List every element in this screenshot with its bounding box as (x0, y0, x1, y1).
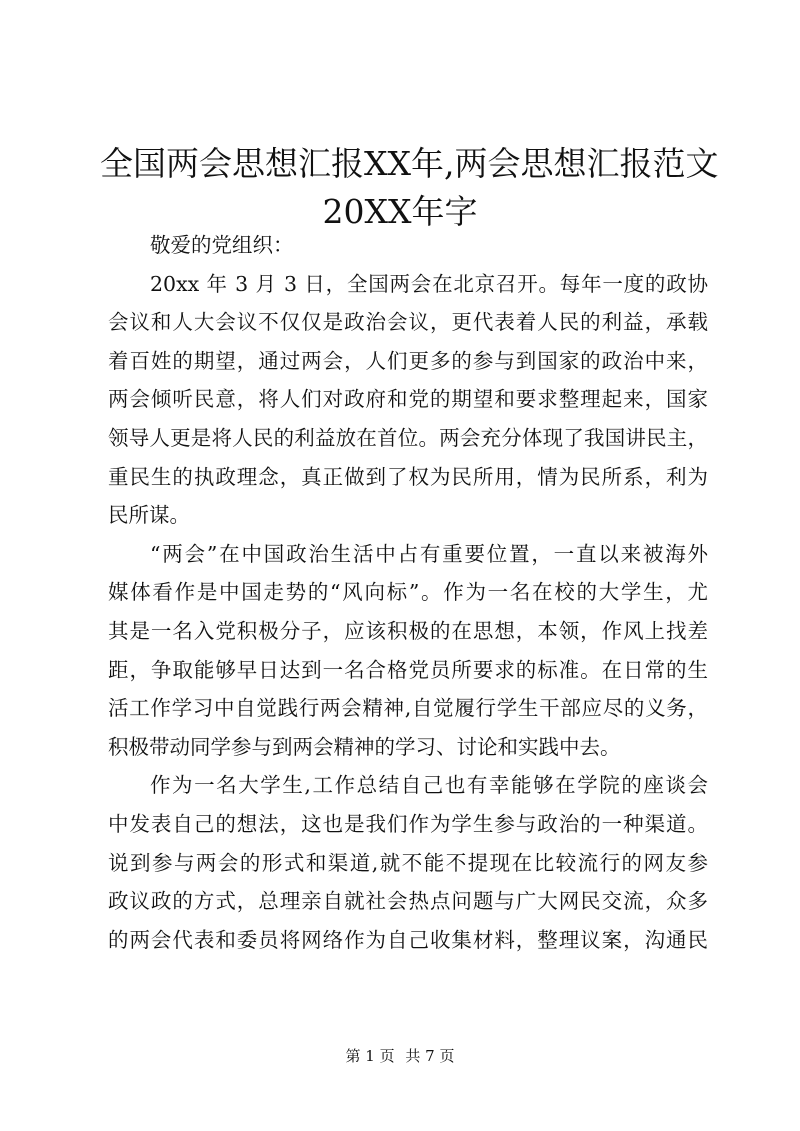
text-line: 积极带动同学参与到两会精神的学习、讨论和实践中去。 (108, 734, 621, 759)
page-footer (0, 1046, 800, 1066)
text-line: 的两会代表和委员将网络作为自己收集材料，整理议案，沟通民 (108, 927, 708, 952)
text-line: 政议政的方式，总理亲自就社会热点问题与广大网民交流，众多 (108, 889, 708, 914)
text-line: 民所谋。 (108, 503, 190, 528)
text-line: 着百姓的期望，通过两会，人们更多的参与到国家的政治中来， (108, 348, 708, 373)
text-line: 活工作学习中自觉践行两会精神,自觉履行学生干部应尽的义务， (108, 696, 708, 721)
text-line: 重民生的执政理念，真正做到了权为民所用，情为民所系，利为 (108, 464, 708, 489)
text-line: 敬爱的党组织： (150, 233, 294, 257)
text-line: 说到参与两会的形式和渠道,就不能不提现在比较流行的网友参 (108, 850, 708, 875)
text-line: “两会”在中国政治生活中占有重要位置，一直以来被海外 (150, 541, 708, 566)
title-line-1: 全国两会思想汇报XX年,两会思想汇报范文 (100, 144, 719, 183)
page-total: 共 7 页 (405, 1047, 455, 1065)
page-number: 第 1 页 (345, 1047, 395, 1065)
text-line: 20xx 年 3 月 3 日，全国两会在北京召开。每年一度的政协 (150, 271, 708, 296)
document-body (108, 226, 708, 959)
document-title (100, 140, 719, 236)
title-line-2: 20XX年字 (322, 192, 478, 231)
text-line: 作为一名大学生,工作总结自己也有幸能够在学院的座谈会 (150, 773, 708, 798)
text-line: 中发表自己的想法，这也是我们作为学生参与政治的一种渠道。 (108, 811, 708, 836)
text-line: 会议和人大会议不仅仅是政治会议，更代表着人民的利益，承载 (108, 310, 708, 335)
text-line: 媒体看作是中国走势的“风向标”。作为一名在校的大学生，尤 (108, 580, 708, 605)
text-line: 领导人更是将人民的利益放在首位。两会充分体现了我国讲民主， (108, 425, 708, 450)
text-line: 两会倾听民意，将人们对政府和党的期望和要求整理起来，国家 (108, 387, 708, 412)
text-line: 其是一名入党积极分子，应该积极的在思想，本领，作风上找差 (108, 618, 708, 643)
text-line: 距，争取能够早日达到一名合格党员所要求的标准。在日常的生 (108, 657, 708, 682)
